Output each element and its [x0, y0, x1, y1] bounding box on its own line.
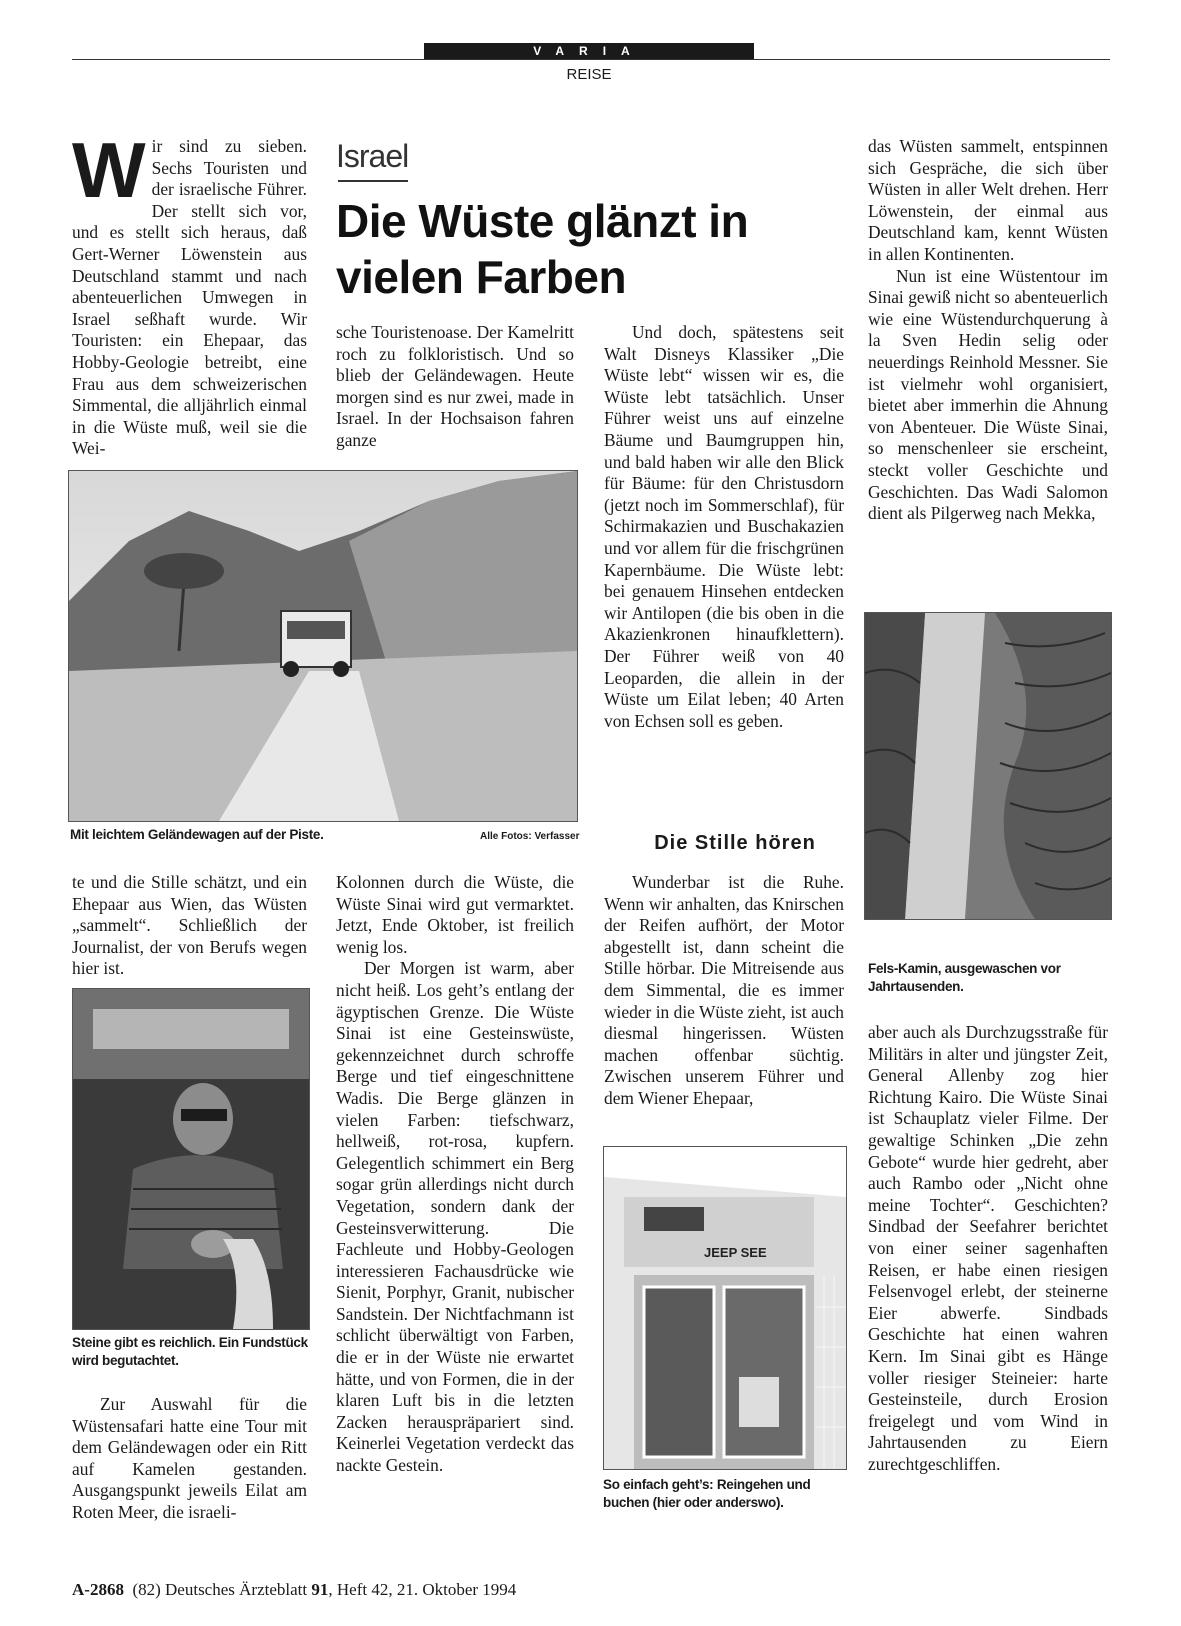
article-text: Wunderbar ist die Ruhe. Wenn wir anhalten, das Knirschen der Reifen aufhört, der Motor abgestellt ist, dann scheint die Stille hörbar. Die Mitreisende aus dem Simmental, die es immer wieder in die Wüste zieht, ist auch diesmal hingerissen. Wüsten machen offenbar süchtig. Zwischen unserem Führer und dem Wiener Ehepaar,	[604, 872, 844, 1108]
article-text: Kolonnen durch die Wüste, die Wüste Sinai wird gut vermarktet. Jetzt, Ende Oktober, ist freilich wenig los.	[336, 872, 574, 957]
article-text: sche Touristenoase. Der Kamelritt roch zu folkloristisch. Und so blieb der Geländewagen. Heute morgen sind es nur zwei, made in Israel. In der Hochsaison fahren ganze	[336, 322, 574, 450]
header-rule	[72, 59, 1110, 60]
article-headline: Die Wüste glänzt in vielen Farben	[336, 195, 749, 303]
guide-photo-caption: Steine gibt es reichlich. Ein Fundstück wird begutachtet.	[72, 1335, 308, 1368]
column-1-top	[72, 126, 307, 460]
article-text: Nun ist eine Wüstentour im Sinai gewiß nicht so abenteuerlich wie eine Wüstendurchquerung à la Sven Hedin selig oder neuerdings Reinhold Messner. Sie ist vielmehr wohl organisiert, bietet aber immerhin die Ahnung von Abenteuer. Die Wüste Sinai, so menschenleer sie erscheint, steckt voller Geschichte und Geschichten. Das Wadi Salomon dient als Pilgerweg nach Mekka,	[868, 265, 1108, 524]
kicker-rule	[338, 180, 408, 182]
article-text: Zur Auswahl für die Wüstensafari hatte eine Tour mit dem Geländewagen oder ein Ritt auf Kamelen gestanden. Ausgangspunkt jeweils Eilat am Roten Meer, die israeli-	[72, 1394, 307, 1522]
rock-photo	[864, 612, 1112, 920]
guide-photo	[72, 988, 310, 1330]
drop-cap: W	[72, 126, 146, 214]
road-photo	[68, 470, 578, 822]
column-3-top	[604, 322, 844, 732]
shop-photo	[603, 1146, 847, 1470]
rock-chimney-image	[865, 613, 1111, 919]
page-footer	[72, 1580, 516, 1600]
article-text: Der Morgen ist warm, aber nicht heiß. Los geht’s entlang der ägyptischen Grenze. Die Wüste Sinai ist eine Gesteinswüste, gekennzeichnet durch schroffe Berge und tief eingeschnittene Wadis. Die Berge glänzen in vielen Farben: tiefschwarz, hellweiß, rot-rosa, kupfern. Gelegentlich schimmert ein Berg sogar grün allerdings nicht durch Vegetation, sondern dank der Gesteinsverwitterung. Die Fachleute und Hobby-Geologen interessieren Fachausdrücke wie Sienit, Porphyr, Granit, nubischer Sandstein. Der Nichtfachmann ist schlicht überwältigt von Farben, die er in der Wüste nie erwartet hätte, und von Formen, die in der klaren Luft bis in die letzten Zacken herauspräpariert sind. Keinerlei Vegetation verdeckt das nackte Gestein.	[336, 958, 574, 1476]
issue-suffix: , Heft 42, 21. Oktober 1994	[328, 1580, 517, 1599]
article-text: aber auch als Durchzugsstraße für Militärs in alter und jüngster Zeit, General Allenby zog hier Richtung Kairo. Die Wüste Sinai ist Schauplatz vieler Filme. Der gewaltige Schinken „Die zehn Gebote“ wurde hier gedreht, aber auch Rambo oder „Nicht ohne meine Tochter“. Geschichten? Sindbad der Seefahrer berichtet von einer seiner sagenhaften Reisen, er habe einen riesigen Felsenvogel erlebt, der steinerne Eier abwerfe. Sindbads Geschichte hat einen wahren Kern. Im Sinai gibt es Hänge voller riesiger Steineier: harte Gesteinsteile, durch Erosion freigelegt und vom Wind in Jahrtausenden zu Eiern zurechtgeschliffen.	[868, 1022, 1108, 1474]
article-kicker: Israel	[336, 138, 409, 174]
shop-sign-text: JEEP SEE	[704, 1245, 767, 1260]
article-text: te und die Stille schätzt, und ein Ehepaar aus Wien, das Wüsten „sammelt“. Schließlich der Journalist, der von Berufs wegen hier ist.	[72, 872, 307, 979]
column-4-bottom	[868, 1022, 1108, 1475]
column-4-top	[868, 136, 1108, 525]
column-2-top	[336, 322, 574, 452]
section-banner: VARIA	[424, 43, 754, 60]
column-1-bottom	[72, 1394, 307, 1524]
volume-number: 91	[311, 1580, 329, 1599]
article-text: das Wüsten sammelt, entspinnen sich Gespräche, die sich über Wüsten in aller Welt drehen. Herr Löwenstein, der einmal aus Deutschland kam, kennt Wüsten in allen Kontinenten.	[868, 136, 1108, 264]
guide-examining-stone-image	[73, 989, 309, 1329]
shop-photo-caption: So einfach geht’s: Reingehen und buchen (hier oder anderswo).	[603, 1477, 811, 1510]
column-2-bottom	[336, 872, 574, 1477]
page-number: A-2868	[72, 1580, 124, 1599]
subsection-label: REISE	[566, 66, 612, 83]
issue-prefix: (82) Deutsches Ärzteblatt	[132, 1580, 308, 1599]
column-3-bottom	[604, 872, 844, 1110]
road-photo-caption: Mit leichtem Geländewagen auf der Piste.	[70, 827, 324, 842]
rock-photo-caption: Fels-Kamin, ausgewaschen vor Jahrtausenden.	[868, 961, 1061, 994]
article-text: Und doch, spätestens seit Walt Disneys Klassiker „Die Wüste lebt“ wissen wir es, die Wüste lebt tatsächlich. Unser Führer weist uns auf einzelne Bäume und Baumgruppen hin, und bald haben wir alle den Blick für Bäume: für den Christusdorn (jetzt noch im Sommerschlaf), für Schirmakazien und Buschakazien und vor allem für die frischgrünen Kapernbäume. Die Wüste lebt: bei genauem Hinsehen entdecken wir Antilopen (die bis oben in die Akazienkronen hinaufklettern). Der Führer weiß von 40 Leoparden, die allein in der Wüste um Eilat leben; 40 Arten von Echsen soll es geben.	[604, 322, 844, 731]
jeep-on-road-image	[69, 471, 577, 821]
photo-credit: Alle Fotos: Verfasser	[480, 831, 580, 842]
jeep-safari-shop-image	[604, 1147, 846, 1469]
column-1-middle	[72, 872, 307, 980]
article-text: ir sind zu sieben. Sechs Touristen und der israelische Führer. Der stellt sich vor, und es stellt sich heraus, daß Gert-Werner Löwenstein aus Deutschland stammt und nach abenteuerlichen Umwegen in Israel seßhaft wurde. Wir Touristen: ein Ehepaar, das Hobby-Geologie betreibt, eine Frau aus dem schweizerischen Simmental, die alljährlich einmal in die Wüste muß, weil sie die Wei-	[72, 136, 307, 459]
section-subhead: Die Stille hören	[654, 832, 816, 854]
